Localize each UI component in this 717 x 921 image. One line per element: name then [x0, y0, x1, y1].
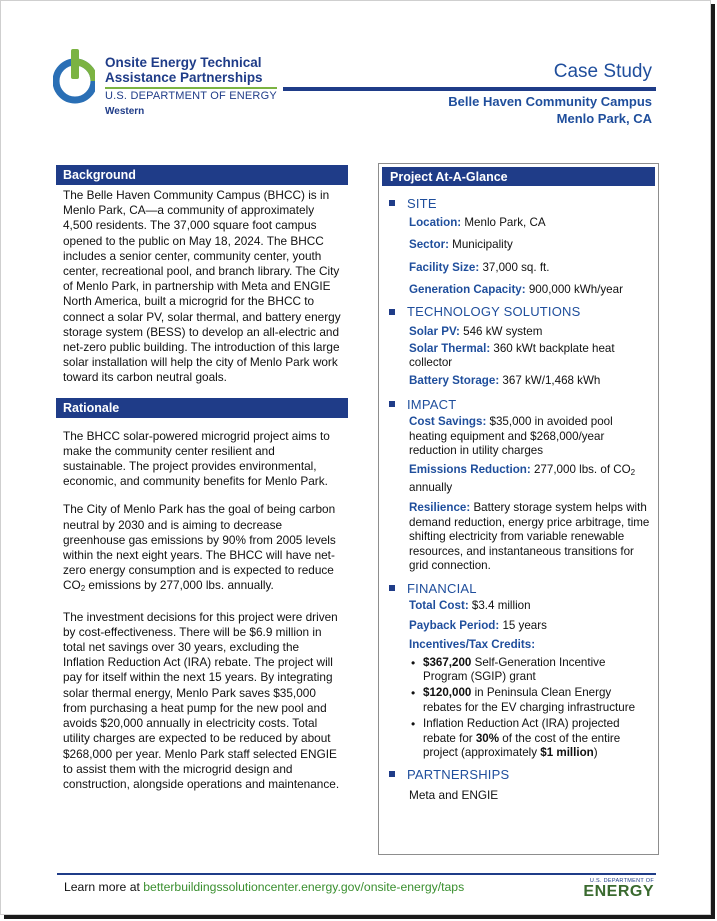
logo-region-label: Western	[105, 106, 145, 117]
logo-title-line2: Assistance Partnerships	[105, 70, 263, 85]
incentives-list	[389, 656, 652, 761]
generation-capacity-row: Generation Capacity: 900,000 kWh/year	[409, 283, 623, 297]
partnerships-title: PARTNERSHIPS	[407, 766, 510, 782]
glance-heading: Project At-A-Glance	[382, 167, 655, 186]
otap-logo	[53, 41, 283, 119]
otap-logo-mark-icon	[53, 47, 95, 111]
partnerships-value: Meta and ENGIE	[409, 788, 499, 803]
logo-doe-label: U.S. DEPARTMENT OF ENERGY	[105, 87, 277, 102]
payback-period-row: Payback Period: 15 years	[409, 618, 547, 632]
impact-section	[379, 396, 658, 573]
cost-savings-row: Cost Savings: $35,000 in avoided pool heating equipment and $268,000/year reduction in utility charges	[409, 415, 613, 458]
total-cost-row: Total Cost: $3.4 million	[409, 599, 531, 613]
battery-storage-row: Battery Storage: 367 kW/1,468 kWh	[409, 373, 601, 387]
financial-title: FINANCIAL	[407, 580, 477, 596]
doe-logo: U.S. DEPARTMENT OF ENERGY	[583, 878, 654, 900]
campus-name: Belle Haven Community Campus	[448, 94, 652, 109]
list-item: • Inflation Reduction Act (IRA) projected rebate for 30% of the cost of the entire project (approximately $1 million)	[409, 717, 652, 760]
section-bullet-icon	[389, 401, 395, 407]
rationale-heading: Rationale	[56, 398, 348, 418]
solar-pv-row: Solar PV: 546 kW system	[409, 324, 543, 338]
footer-learn-more: Learn more at betterbuildingssolutioncenter.energy.gov/onsite-energy/taps	[64, 880, 465, 894]
financial-section	[379, 580, 658, 760]
footer-link[interactable]: betterbuildingssolutioncenter.energy.gov/onsite-energy/taps	[143, 880, 465, 894]
header-divider	[283, 87, 656, 91]
rationale-paragraph-3: The investment decisions for this project were driven by cost-effectiveness. There will be $6.9 million in total net savings over 30 years, excluding the Inflation Reduction Act (IRA) rebate. The project will pay for itself within the next 15 years. By integrating solar thermal energy, Menlo Park saves $35,000 from purchasing a heat pump for the new pool and avoids $20,000 annually in electricity costs. Total utility charges are expected to be reduced by about $268,000 per year. Menlo Park staff selected ENGIE to assist them with the microgrid design and construction, alongside operations and maintenance.	[63, 609, 340, 791]
footer-divider	[57, 873, 656, 875]
incentives-label: Incentives/Tax Credits:	[409, 638, 536, 652]
campus-location: Menlo Park, CA	[556, 111, 652, 126]
technology-title: TECHNOLOGY SOLUTIONS	[407, 304, 581, 320]
location-row: Location: Menlo Park, CA	[409, 216, 546, 229]
facility-size-row: Facility Size: 37,000 sq. ft.	[409, 260, 550, 274]
left-column	[56, 165, 348, 792]
emissions-reduction-row: Emissions Reduction: 277,000 lbs. of $CO_2$ annually	[409, 463, 636, 494]
document-type-label: Case Study	[553, 61, 652, 82]
section-bullet-icon	[389, 585, 395, 591]
rationale-paragraph-2: The City of Menlo Park has the goal of being carbon neutral by 2030 and is aiming to decrease greenhouse gas emissions by 90% from 2005 levels within the next eight years. The BHCC will have net-zero energy consumption and is expected to reduce $CO_2$ emissions by 277,000 lbs. annually.	[63, 502, 336, 594]
impact-title: IMPACT	[407, 396, 457, 412]
sector-row: Sector: Municipality	[409, 238, 513, 252]
list-item: • $120,000 in Peninsula Clean Energy rebates for the EV charging infrastructure	[409, 686, 652, 715]
technology-section	[379, 304, 658, 389]
section-bullet-icon	[389, 771, 395, 777]
solar-thermal-row: Solar Thermal: 360 kWt backplate heat collector	[409, 342, 615, 370]
project-at-a-glance-box	[378, 163, 659, 855]
list-item: • $367,200 Self-Generation Incentive Program (SGIP) grant	[409, 656, 652, 685]
rationale-paragraph-1: The BHCC solar-powered microgrid project aims to make the community center resilient and sustainable. The project provides environmental, economic, and community benefits for Menlo Park.	[63, 428, 330, 489]
site-section	[379, 195, 658, 298]
site-title: SITE	[407, 195, 437, 211]
partnerships-section	[379, 766, 658, 802]
background-text: The Belle Haven Community Campus (BHCC) is in Menlo Park, CA—a community of approximately 4,500 residents. The 37,000 square foot campus opened to the public on May 18, 2024. The BHCC includes a senior center, community center, youth center, recreational pool, and branch library. The City of Menlo Park, in partnership with Meta and ENGIE North America, built a microgrid for the BHCC to connect a solar PV, solar thermal, and battery energy storage system (BESS) to develop an all-electric and net-zero public building. The introduction of this large solar installation will help the city of Menlo Park work toward its carbon neutral goals.	[63, 188, 341, 385]
resilience-row: Resilience: Battery storage system helps with demand reduction, energy price arbitrage, time shifting electricity from variable renewable resources, and instantaneous transitions for grid connection.	[409, 501, 650, 572]
section-bullet-icon	[389, 200, 395, 206]
background-heading: Background	[56, 165, 348, 185]
logo-title-line1: Onsite Energy Technical	[105, 55, 262, 70]
section-bullet-icon	[389, 309, 395, 315]
